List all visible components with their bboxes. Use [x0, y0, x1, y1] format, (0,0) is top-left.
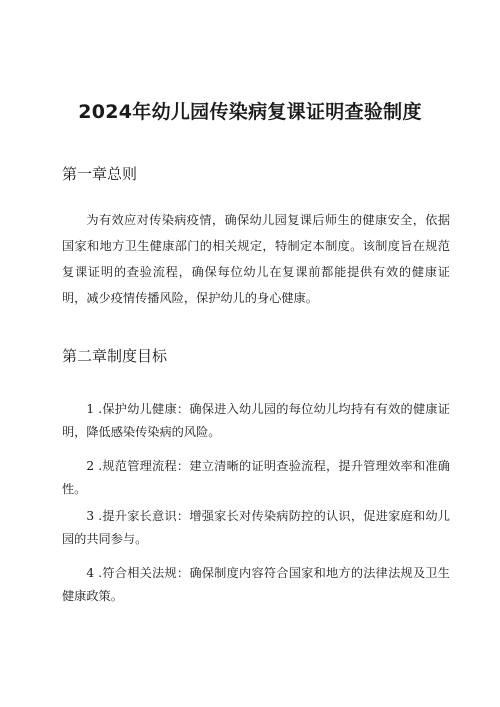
- objective-item: 1 .保护幼儿健康：确保进入幼儿园的每位幼儿均持有有效的健康证明，降低感染传染病的风险。: [62, 402, 450, 439]
- section-heading-general: 第一章总则: [62, 165, 138, 183]
- objective-item: 3 .提升家长意识：增强家长对传染病防控的认识，促进家庭和幼儿园的共同参与。: [62, 509, 450, 546]
- document-title: 2024年幼儿园传染病复课证明查验制度: [78, 101, 422, 123]
- objective-item: 2 .规范管理流程：建立清晰的证明查验流程，提升管理效率和准确性。: [62, 459, 450, 496]
- section-heading-objectives: 第二章制度目标: [62, 347, 168, 365]
- objective-item: 4 .符合相关法规：确保制度内容符合国家和地方的法律法规及卫生健康政策。: [62, 566, 450, 603]
- general-paragraph: 为有效应对传染病疫情，确保幼儿园复课后师生的健康安全，依据国家和地方卫生健康部门的相关规定，特制定本制度。该制度旨在规范复课证明的查验流程，确保每位幼儿在复课前都能提供有效的健康证明，减少疫情传播风险，保护幼儿的身心健康。: [62, 213, 450, 305]
